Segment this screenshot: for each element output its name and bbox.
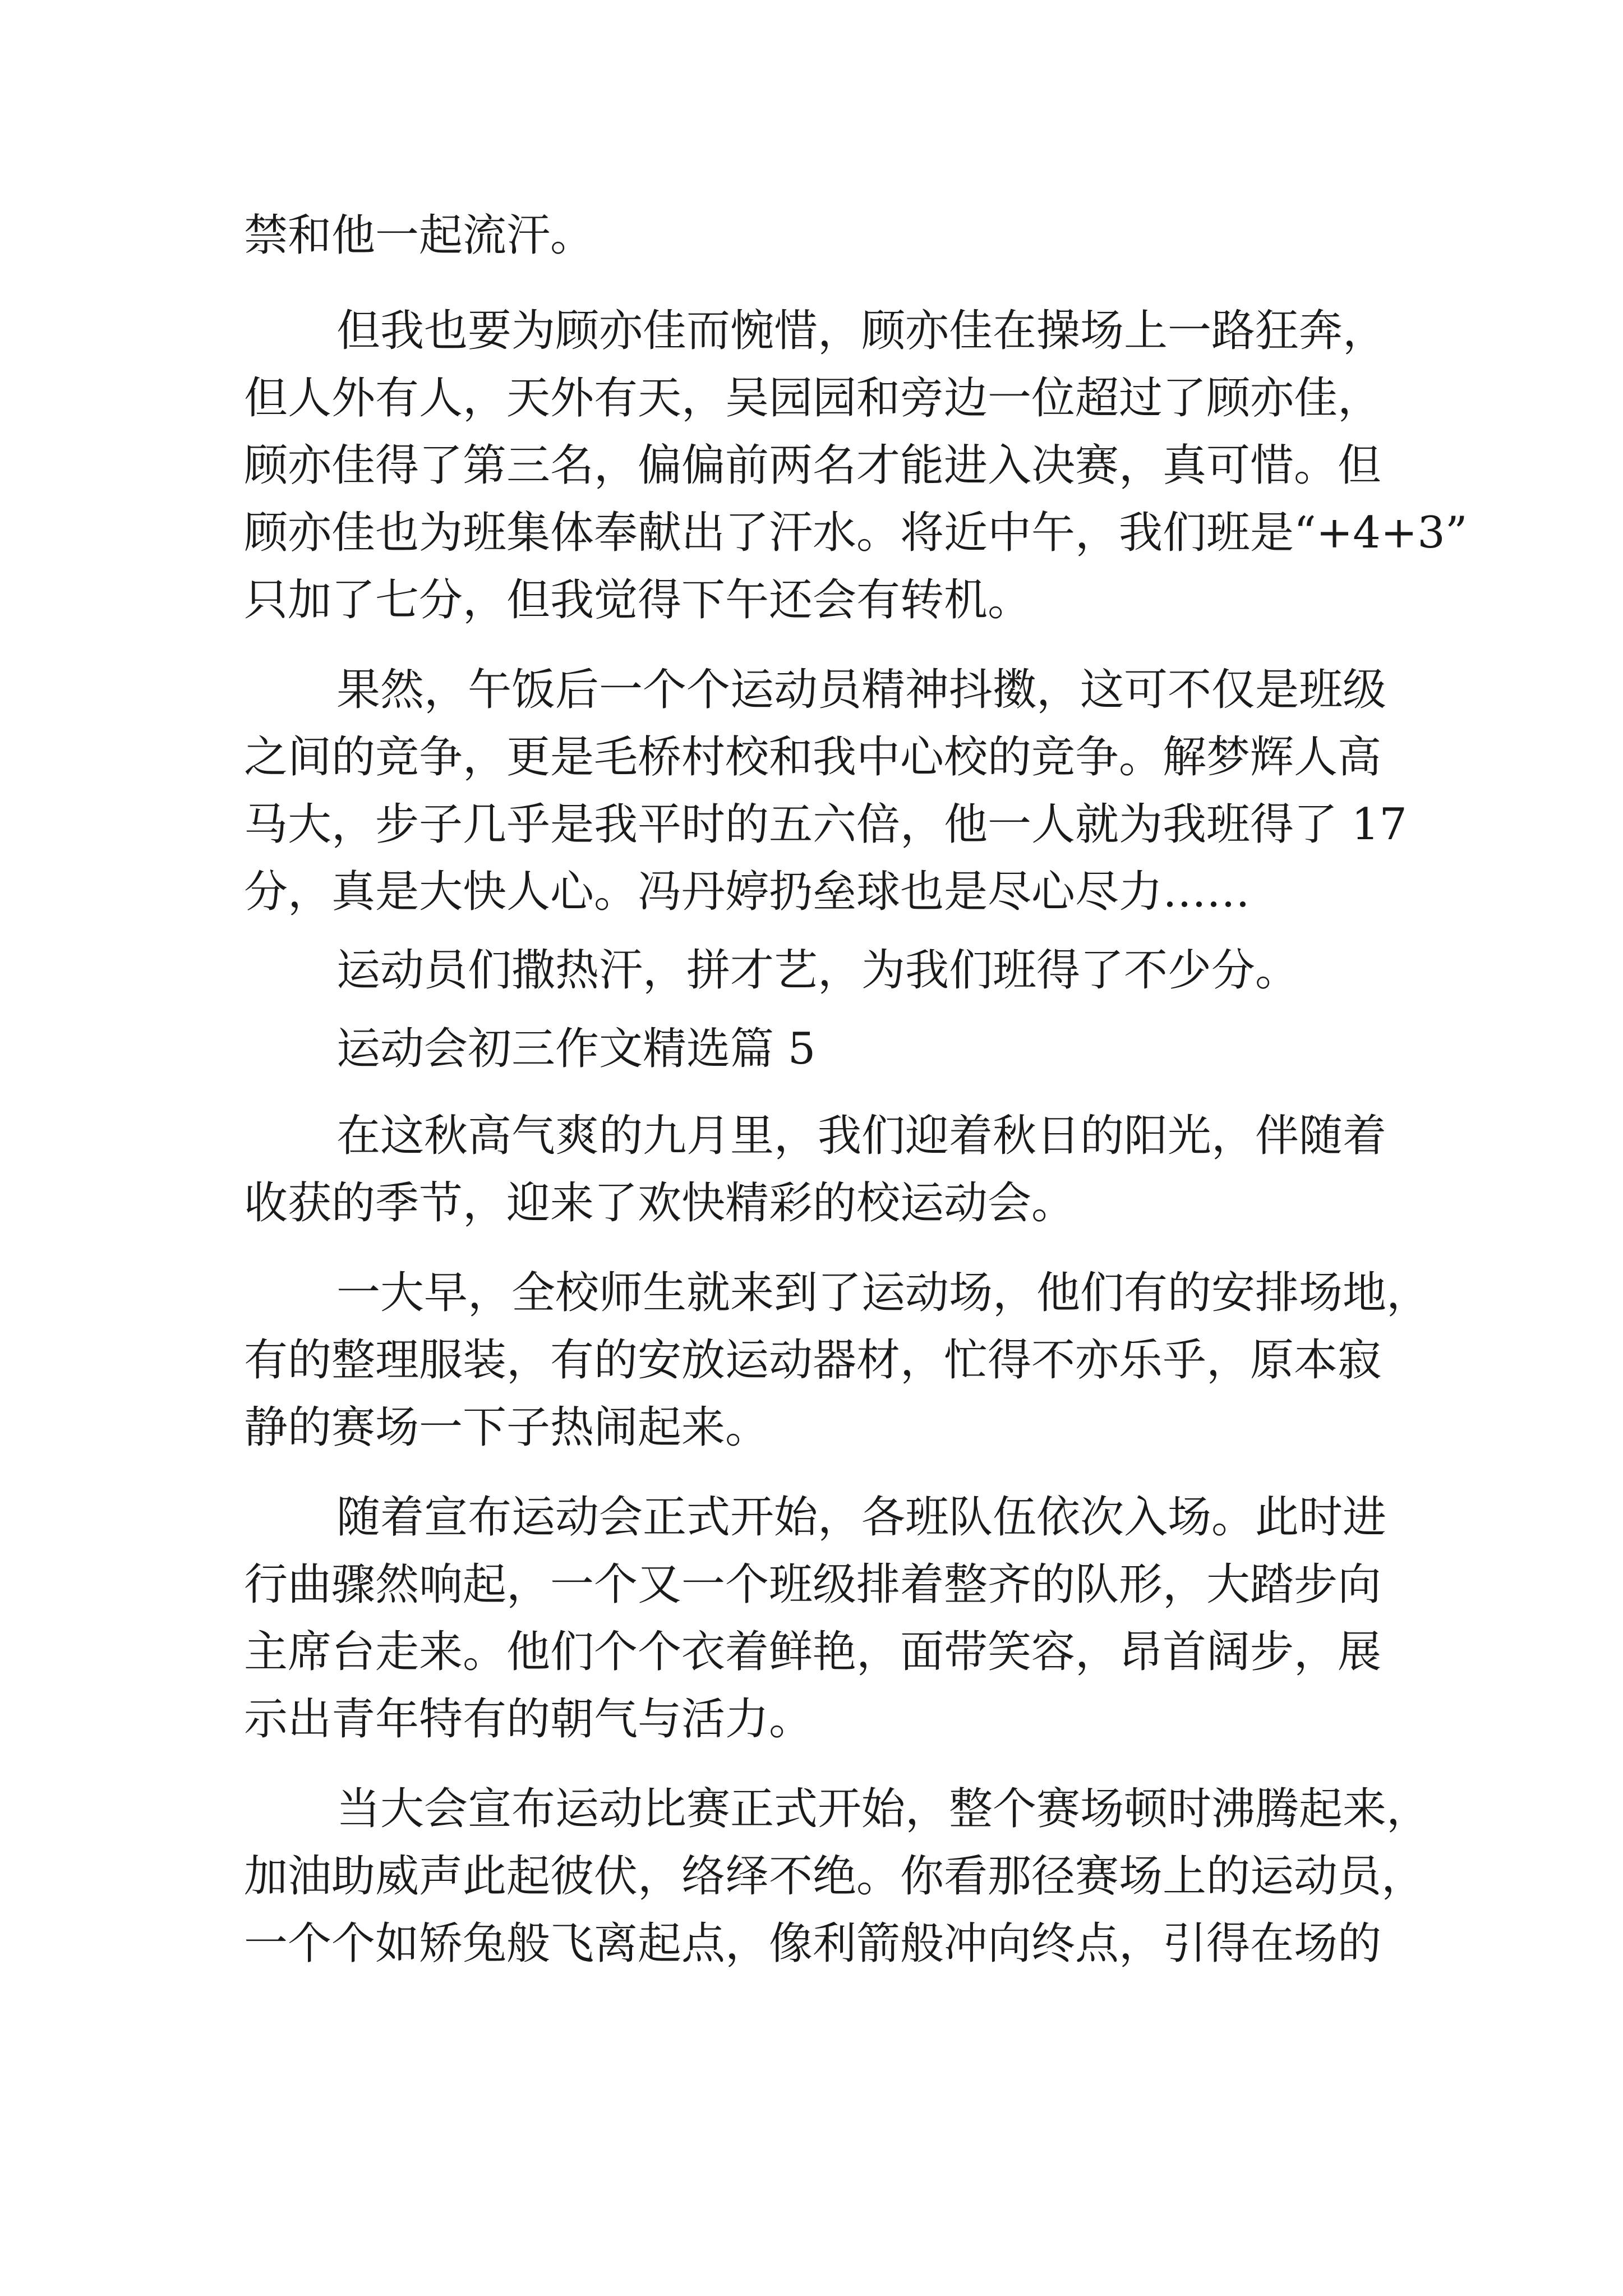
text-line: 马大，步子几乎是我平时的五六倍，他一人就为我班得了 17 bbox=[244, 799, 1408, 850]
text-line: 顾亦佳也为班集体奉献出了汗水。将近中午，我们班是“+4+3” bbox=[244, 508, 1468, 558]
text-line: 静的赛场一下子热闹起来。 bbox=[244, 1402, 769, 1453]
text-line: 当大会宣布运动比赛正式开始，整个赛场顿时沸腾起来， bbox=[336, 1784, 1431, 1834]
text-line: 行曲骤然响起，一个又一个班级排着整齐的队形，大踏步向 bbox=[244, 1559, 1382, 1610]
text-line: 随着宣布运动会正式开始，各班队伍依次入场。此时进 bbox=[336, 1492, 1387, 1543]
text-line: 果然，午饭后一个个运动员精神抖擞，这可不仅是班级 bbox=[336, 665, 1387, 715]
text-line: 在这秋高气爽的九月里，我们迎着秋日的阳光，伴随着 bbox=[336, 1111, 1387, 1161]
text-line: 之间的竞争，更是毛桥村校和我中心校的竞争。解梦辉人高 bbox=[244, 732, 1382, 783]
text-line: 顾亦佳得了第三名，偏偏前两名才能进入决赛，真可惜。但 bbox=[244, 440, 1382, 491]
text-line: 加油助威声此起彼伏，络绎不绝。你看那径赛场上的运动员， bbox=[244, 1851, 1426, 1902]
text-line: 但人外有人，天外有天，吴园园和旁边一位超过了顾亦佳， bbox=[244, 373, 1382, 424]
text-line: 有的整理服装，有的安放运动器材，忙得不亦乐乎，原本寂 bbox=[244, 1335, 1382, 1386]
text-line: 只加了七分，但我觉得下午还会有转机。 bbox=[244, 575, 1032, 625]
text-line: 收获的季节，迎来了欢快精彩的校运动会。 bbox=[244, 1178, 1076, 1228]
text-line: 一大早，全校师生就来到了运动场，他们有的安排场地， bbox=[336, 1268, 1431, 1318]
text-line: 一个个如矫兔般飞离起点，像利箭般冲向终点，引得在场的 bbox=[244, 1918, 1382, 1969]
text-line: 运动员们撒热汗，拼才艺，为我们班得了不少分。 bbox=[336, 945, 1299, 996]
text-line: 但我也要为顾亦佳而惋惜，顾亦佳在操场上一路狂奔， bbox=[336, 306, 1387, 356]
section-heading: 运动会初三作文精选篇 5 bbox=[336, 1024, 816, 1074]
text-line: 禁和他一起流汗。 bbox=[244, 210, 594, 261]
text-line: 示出青年特有的朝气与活力。 bbox=[244, 1694, 813, 1745]
text-line: 主席台走来。他们个个衣着鲜艳，面带笑容，昂首阔步，展 bbox=[244, 1627, 1382, 1677]
text-line: 分，真是大快人心。冯丹婷扔垒球也是尽心尽力…… bbox=[244, 867, 1251, 917]
